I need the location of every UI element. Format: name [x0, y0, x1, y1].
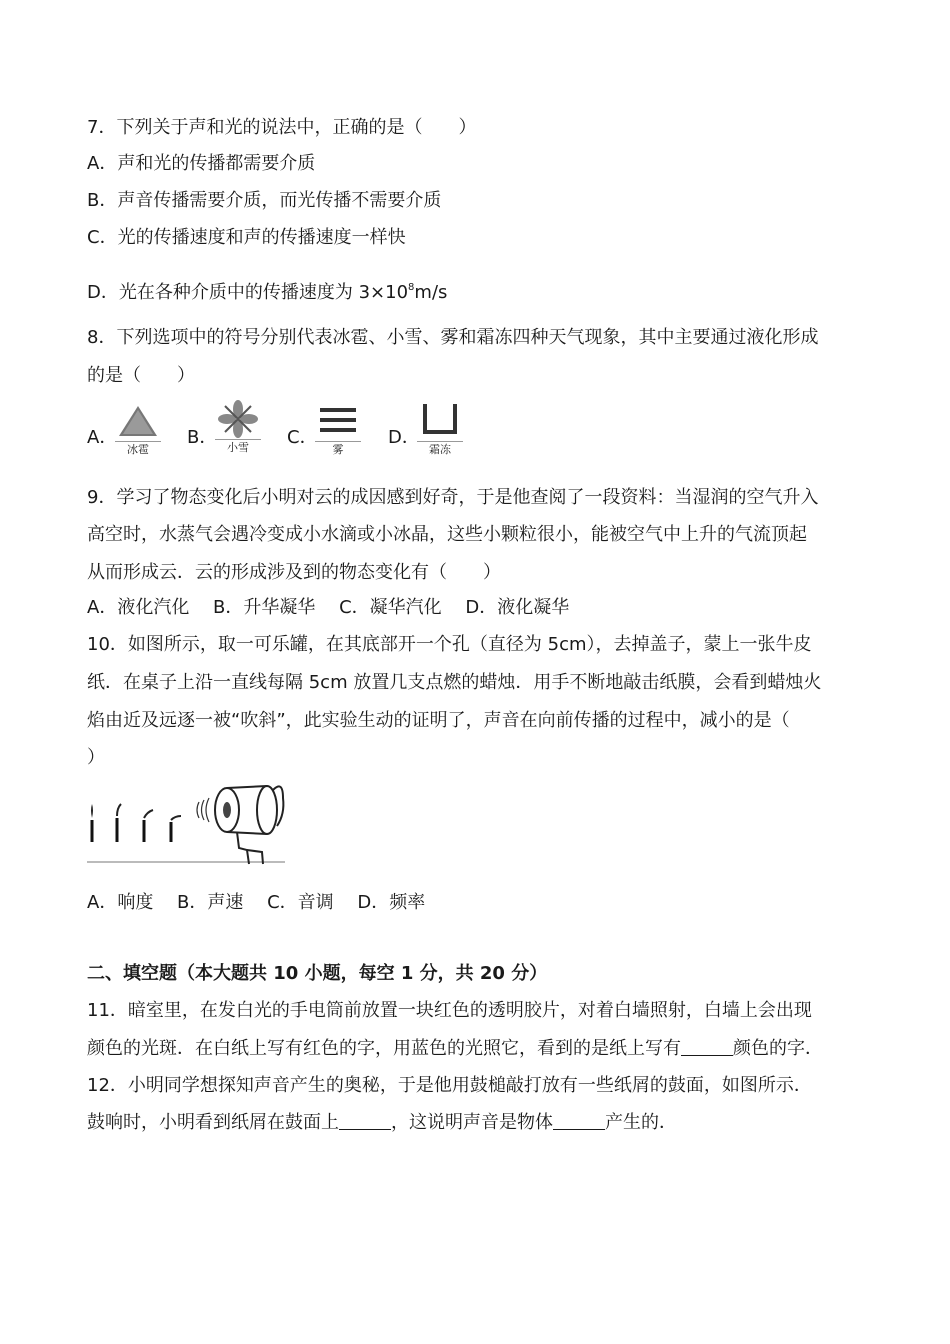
section2-title: 二、填空题（本大题共 10 小题，每空 1 分，共 20 分）: [87, 963, 548, 984]
q11-answer-blank[interactable]: [681, 1039, 733, 1056]
q12-line2-part2: ，这说明声音是物体: [391, 1112, 553, 1133]
q8-stem-line1: 8．下列选项中的符号分别代表冰雹、小雪、雾和霜冻四种天气现象，其中主要通过液化形成: [87, 327, 819, 348]
q7-option-d-unit: m/s: [414, 282, 448, 303]
q9-line2: 高空时，水蒸气会遇冷变成小水滴或小冰晶，这些小颗粒很小，能被空气中上升的气流顶起: [87, 524, 807, 545]
q7-option-d: [87, 276, 447, 305]
q7-stem: 7．下列关于声和光的说法中，正确的是（ ）: [87, 117, 477, 138]
q9-line3: 从而形成云．云的形成涉及到的物态变化有（ ）: [87, 562, 501, 583]
q10-line2: 纸．在桌子上沿一直线每隔 5cm 放置几支点燃的蜡烛．用手不断地敲击纸膜，会看到蜡烛火: [87, 672, 822, 693]
q11-line2-part2: 颜色的字．: [733, 1038, 823, 1059]
frost-caption: 霜冻: [417, 441, 463, 458]
q8-option-c-label: C．: [287, 427, 318, 448]
q10-line1: 10．如图所示，取一可乐罐，在其底部开一个孔（直径为 5cm），去掉盖子，蒙上一张牛皮: [87, 634, 812, 655]
q8-option-a-label: A．: [87, 427, 118, 448]
q7-option-a: A．声和光的传播都需要介质: [87, 153, 316, 174]
q8-option-d-label: D．: [388, 427, 420, 448]
q11-line2: [87, 1037, 823, 1061]
q7-option-b: B．声音传播需要介质，而光传播不需要介质: [87, 190, 442, 211]
frost-icon: [417, 400, 463, 458]
q10-line3: 焰由近及远逐一被“吹斜”，此实验生动的证明了，声音在向前传播的过程中，减小的是（: [87, 710, 790, 731]
fog-caption: 雾: [315, 441, 361, 458]
q12-line1: 12．小明同学想探知声音产生的奥秘，于是他用鼓槌敲打放有一些纸屑的鼓面，如图所示．: [87, 1075, 812, 1096]
q7-option-d-exponent: 8: [408, 282, 415, 293]
q8-stem-line2: 的是（ ）: [87, 365, 195, 386]
q12-answer-blank-2[interactable]: [553, 1113, 605, 1130]
q7-option-d-prefix: D．光在各种介质中的传播速度为 3×10: [87, 282, 409, 303]
q12-line2-part3: 产生的．: [605, 1112, 677, 1133]
q10-line4: ）: [87, 747, 105, 768]
fog-icon: [315, 400, 361, 458]
q10-options: A．响度 B．声速 C．音调 D．频率: [87, 892, 426, 913]
q8-option-b-label: B．: [187, 427, 218, 448]
q9-options: A．液化汽化 B．升华凝华 C．凝华汽化 D．液化凝华: [87, 597, 570, 618]
q9-line1: 9．学习了物态变化后小明对云的成因感到好奇，于是他查阅了一段资料：当湿润的空气升入: [87, 487, 819, 508]
hail-icon: [115, 400, 161, 458]
q12-line2: [87, 1111, 677, 1135]
q12-answer-blank-1[interactable]: [339, 1113, 391, 1130]
q11-line2-part1: 颜色的光斑．在白纸上写有红色的字，用蓝色的光照它，看到的是纸上写有: [87, 1038, 681, 1059]
q12-line2-part1: 鼓响时，小明看到纸屑在鼓面上: [87, 1112, 339, 1133]
hail-caption: 冰雹: [115, 441, 161, 458]
candle-can-figure: [87, 780, 287, 866]
snow-caption: 小雪: [215, 439, 261, 456]
q11-line1: 11．暗室里，在发白光的手电筒前放置一块红色的透明胶片，对着白墙照射，白墙上会出现: [87, 1000, 812, 1021]
q7-option-c: C．光的传播速度和声的传播速度一样快: [87, 227, 406, 248]
snow-icon: [215, 398, 261, 456]
